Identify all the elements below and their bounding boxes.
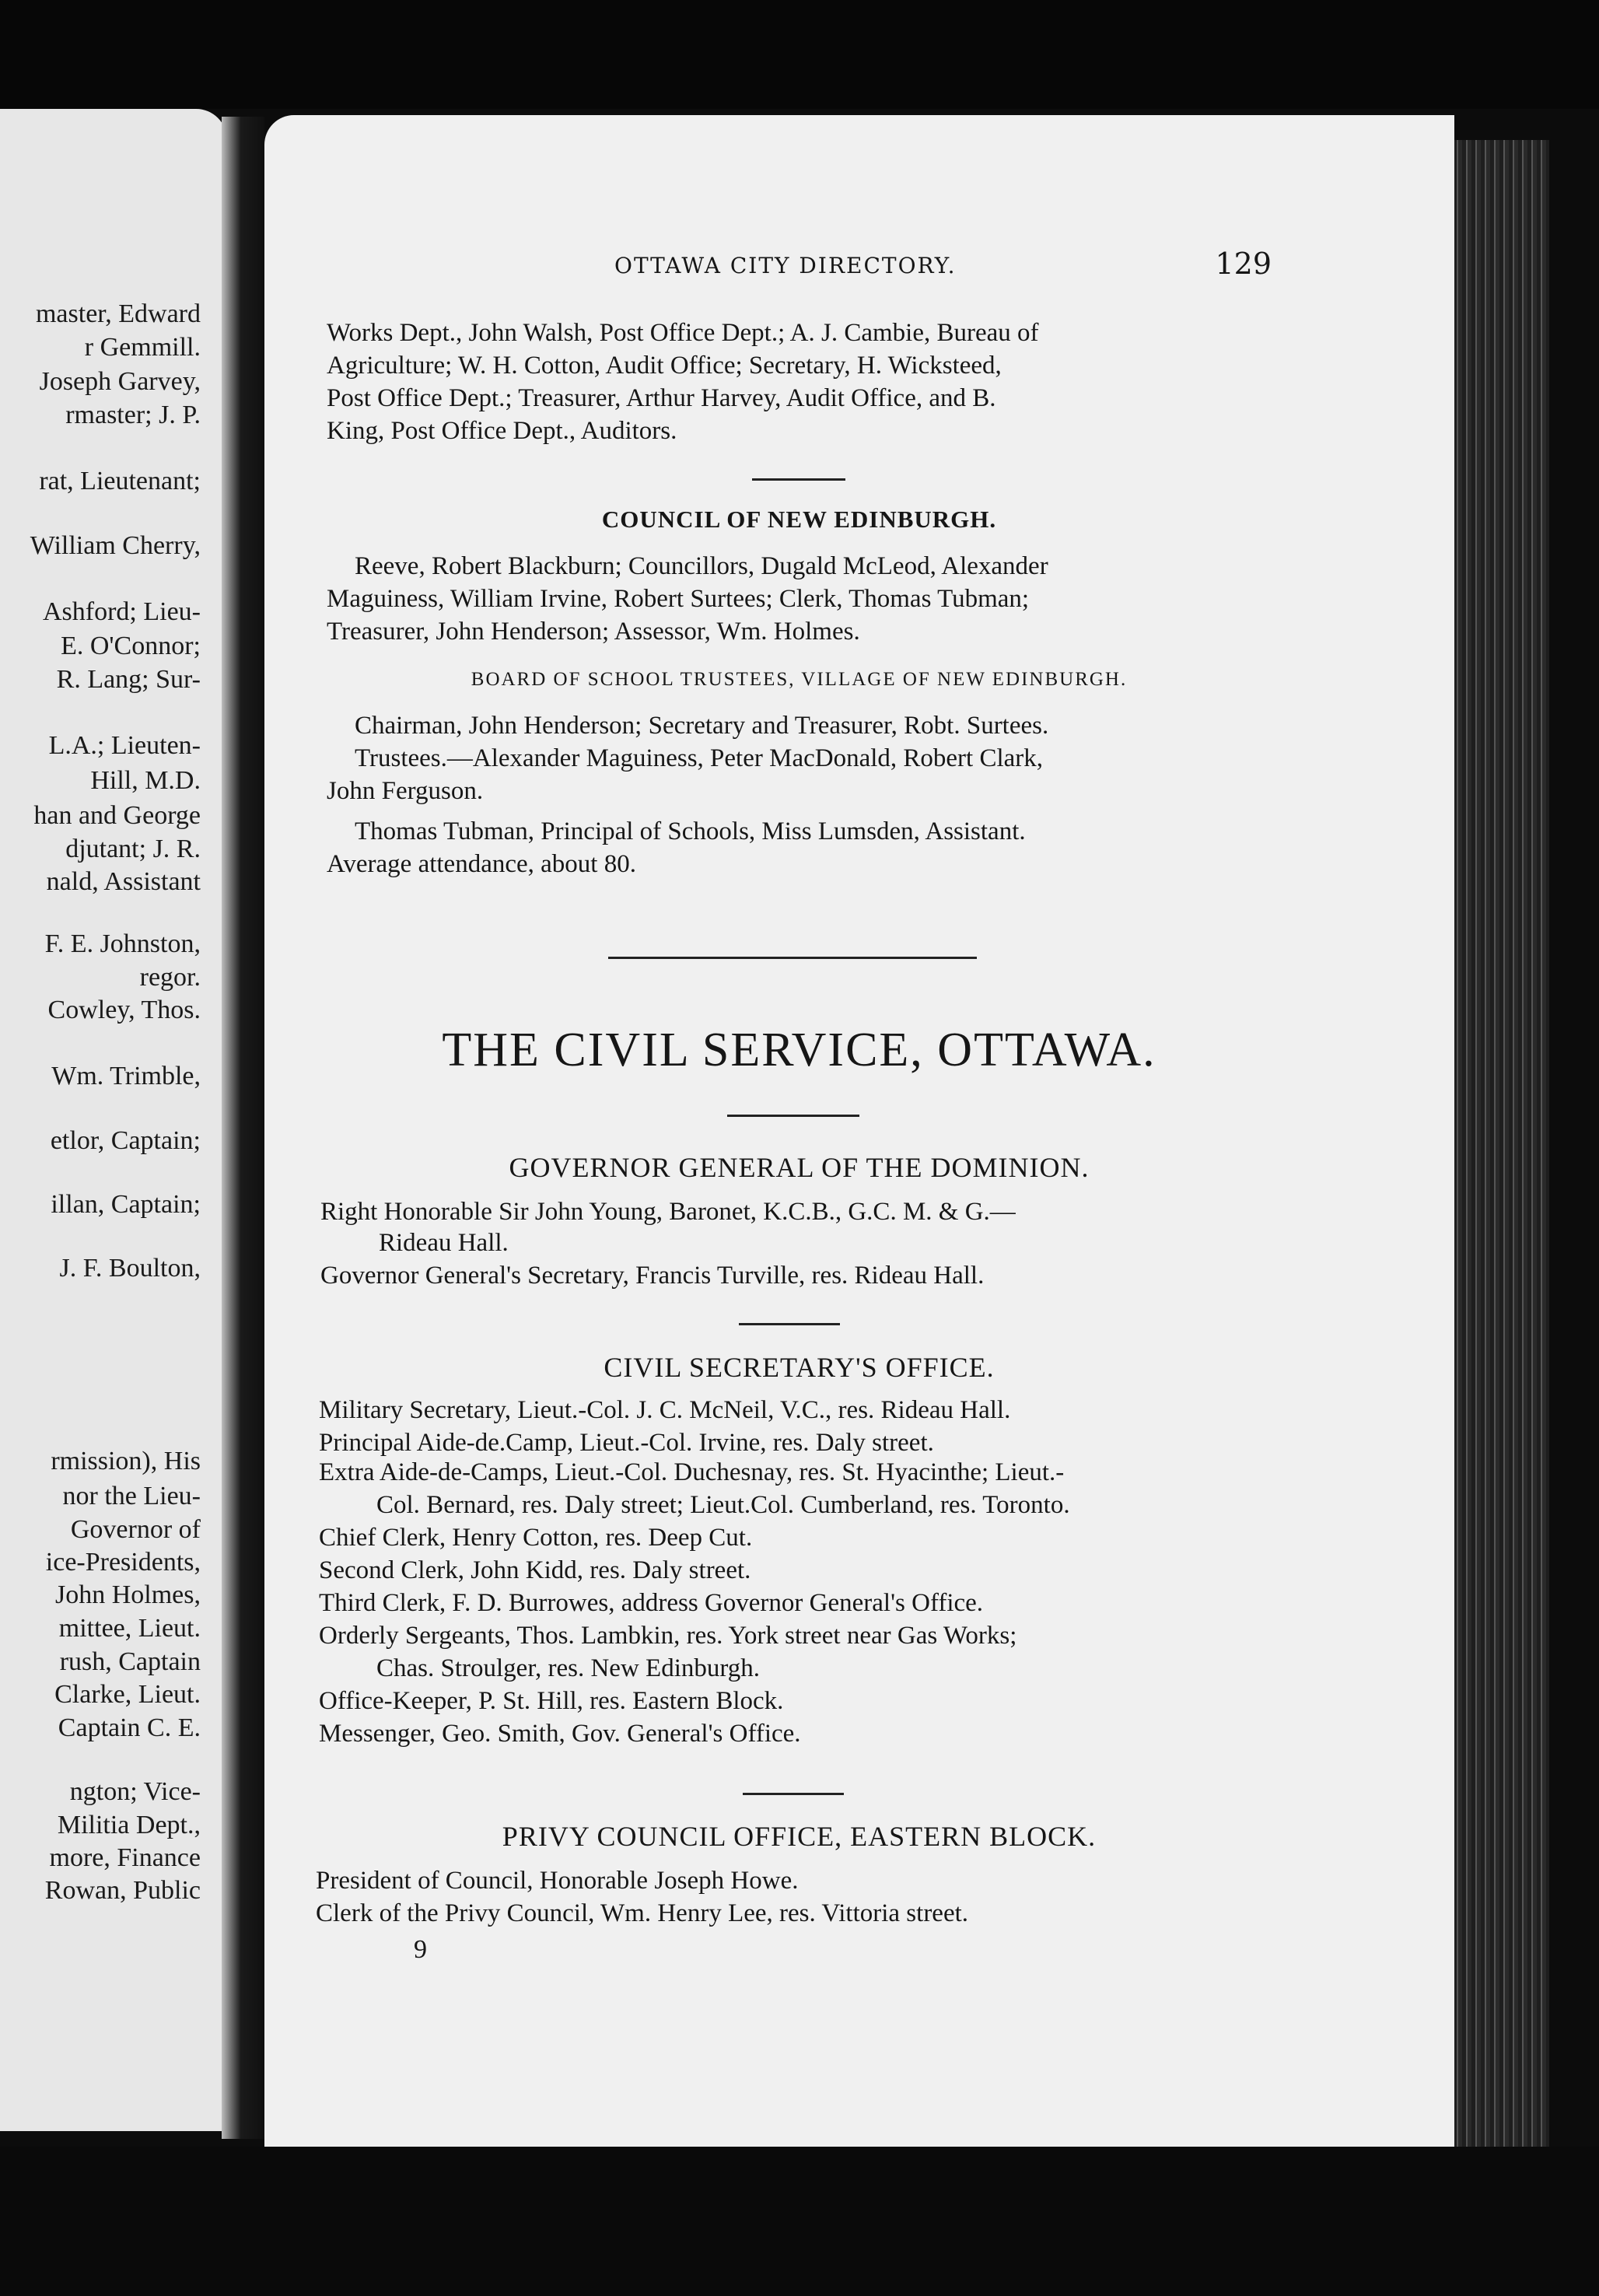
- section-rule: [739, 1323, 840, 1325]
- left-page-line: Clarke, Lieut.: [54, 1680, 201, 1709]
- left-page-line: L.A.; Lieuten-: [48, 731, 201, 760]
- left-page-line: John Holmes,: [55, 1580, 201, 1609]
- left-page-line: J. F. Boulton,: [59, 1254, 201, 1283]
- text-line: Treasurer, John Henderson; Assessor, Wm. Holmes.: [327, 618, 860, 646]
- text-line: Agriculture; W. H. Cotton, Audit Office; Secretary, H. Wicksteed,: [327, 352, 1002, 380]
- signature-mark: 9: [414, 1935, 427, 1964]
- left-page-line: R. Lang; Sur-: [56, 665, 201, 694]
- running-title: OTTAWA CITY DIRECTORY.: [614, 253, 957, 278]
- left-page-line: Rowan, Public: [44, 1876, 201, 1905]
- left-page-line: Ashford; Lieu-: [42, 597, 201, 626]
- left-page-line: djutant; J. R.: [65, 835, 201, 863]
- privy-council-heading: PRIVY COUNCIL OFFICE, EASTERN BLOCK.: [502, 1821, 1097, 1852]
- text-line: Messenger, Geo. Smith, Gov. General's Office.: [319, 1720, 801, 1748]
- left-page-line: rat, Lieutenant;: [39, 467, 201, 495]
- section-rule: [743, 1793, 844, 1795]
- section-rule: [608, 957, 977, 959]
- text-line: President of Council, Honorable Joseph Howe.: [316, 1867, 799, 1895]
- text-line: Thomas Tubman, Principal of Schools, Miss Lumsden, Assistant.: [355, 817, 1026, 845]
- left-page-line: rush, Captain: [59, 1647, 201, 1676]
- text-line: King, Post Office Dept., Auditors.: [327, 417, 677, 445]
- text-line: Col. Bernard, res. Daly street; Lieut.Col. Cumberland, res. Toronto.: [376, 1491, 1070, 1519]
- left-page-line: ice-Presidents,: [45, 1548, 201, 1577]
- left-page-line: more, Finance: [49, 1843, 201, 1872]
- left-page-line: etlor, Captain;: [50, 1126, 201, 1155]
- scan-background-top: [0, 0, 1599, 109]
- left-page-line: William Cherry,: [30, 531, 201, 560]
- text-line: Office-Keeper, P. St. Hill, res. Eastern Block.: [319, 1687, 784, 1715]
- page-number: 129: [1215, 247, 1272, 281]
- book-gutter: [222, 117, 264, 2139]
- left-page-line: Cowley, Thos.: [47, 996, 201, 1024]
- text-line: Rideau Hall.: [379, 1229, 509, 1257]
- text-line: Post Office Dept.; Treasurer, Arthur Harvey, Audit Office, and B.: [327, 384, 996, 412]
- text-line: Trustees.—Alexander Maguiness, Peter MacDonald, Robert Clark,: [355, 744, 1044, 772]
- left-page-line: E. O'Connor;: [61, 632, 201, 660]
- section-rule: [752, 478, 845, 481]
- governor-general-heading: GOVERNOR GENERAL OF THE DOMINION.: [509, 1152, 1090, 1183]
- left-page-line: r Gemmill.: [84, 333, 201, 362]
- text-line: Reeve, Robert Blackburn; Councillors, Dugald McLeod, Alexander: [355, 552, 1048, 580]
- left-page-line: F. E. Johnston,: [44, 929, 201, 958]
- text-line: John Ferguson.: [327, 777, 484, 805]
- left-page-line: rmission), His: [51, 1447, 201, 1475]
- left-page-line: Joseph Garvey,: [39, 367, 201, 396]
- left-page-line: ngton; Vice-: [69, 1777, 201, 1806]
- civil-secretary-heading: CIVIL SECRETARY'S OFFICE.: [604, 1352, 995, 1383]
- left-page-line: Governor of: [70, 1515, 201, 1544]
- left-page-line: Captain C. E.: [58, 1713, 201, 1742]
- left-page-line: mittee, Lieut.: [58, 1614, 201, 1643]
- text-line: Chas. Stroulger, res. New Edinburgh.: [376, 1654, 761, 1682]
- text-line: Chief Clerk, Henry Cotton, res. Deep Cut.: [319, 1524, 753, 1552]
- text-line: Average attendance, about 80.: [327, 850, 636, 878]
- left-page-line: nor the Lieu-: [62, 1482, 201, 1510]
- left-page-line: illan, Captain;: [51, 1190, 201, 1219]
- left-page-line: Militia Dept.,: [57, 1811, 201, 1839]
- text-line: Works Dept., John Walsh, Post Office Dept.; A. J. Cambie, Bureau of: [327, 319, 1039, 347]
- left-page-line: Hill, M.D.: [90, 766, 201, 795]
- text-line: Second Clerk, John Kidd, res. Daly street.: [319, 1556, 751, 1584]
- civil-service-title: THE CIVIL SERVICE, OTTAWA.: [442, 1024, 1156, 1076]
- text-line: Right Honorable Sir John Young, Baronet, K.C.B., G.C. M. & G.—: [320, 1198, 1016, 1226]
- left-page-line: master, Edward: [35, 299, 201, 328]
- left-page-line: nald, Assistant: [46, 867, 201, 896]
- text-line: Military Secretary, Lieut.-Col. J. C. McNeil, V.C., res. Rideau Hall.: [319, 1396, 1011, 1424]
- left-page-line: regor.: [139, 963, 201, 992]
- text-line: Extra Aide-de-Camps, Lieut.-Col. Duchesnay, res. St. Hyacinthe; Lieut.-: [319, 1458, 1065, 1486]
- text-line: Principal Aide-de.Camp, Lieut.-Col. Irvine, res. Daly street.: [319, 1429, 934, 1457]
- title-rule: [727, 1115, 859, 1117]
- left-page-line: Wm. Trimble,: [51, 1062, 201, 1090]
- left-page: [0, 109, 227, 2131]
- text-line: Maguiness, William Irvine, Robert Surtees; Clerk, Thomas Tubman;: [327, 585, 1030, 613]
- text-line: Chairman, John Henderson; Secretary and Treasurer, Robt. Surtees.: [355, 712, 1049, 740]
- council-heading: COUNCIL OF NEW EDINBURGH.: [601, 506, 997, 533]
- text-line: Third Clerk, F. D. Burrowes, address Governor General's Office.: [319, 1589, 984, 1617]
- scan-background-bottom: [0, 2147, 1599, 2296]
- school-board-heading: BOARD OF SCHOOL TRUSTEES, VILLAGE OF NEW EDINBURGH.: [471, 669, 1128, 690]
- text-line: Orderly Sergeants, Thos. Lambkin, res. York street near Gas Works;: [319, 1622, 1017, 1650]
- left-page-line: rmaster; J. P.: [65, 401, 201, 429]
- text-line: Clerk of the Privy Council, Wm. Henry Lee, res. Vittoria street.: [316, 1899, 969, 1927]
- text-line: Governor General's Secretary, Francis Turville, res. Rideau Hall.: [320, 1262, 985, 1290]
- left-page-line: han and George: [33, 801, 201, 830]
